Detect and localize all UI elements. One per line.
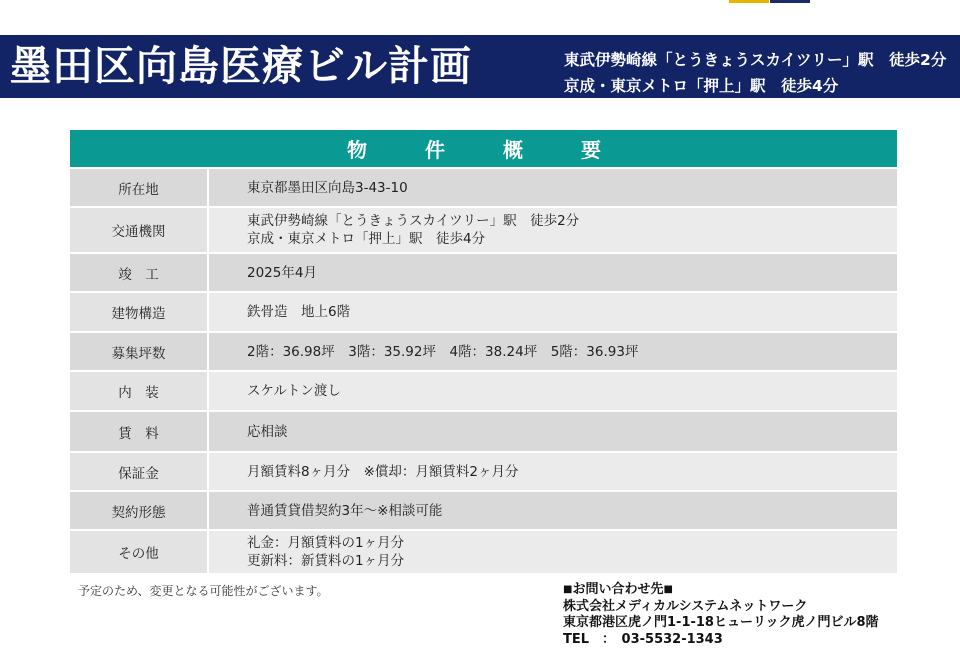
row-value-line: 礼金：月額賃料の1ヶ月分 [247,534,859,552]
row-value [209,412,897,451]
row-value [209,372,897,410]
table-row-address [70,167,897,206]
contact-company: 株式会社メディカルシステムネットワーク [563,599,879,616]
contact-title: お問い合わせ先 [572,582,663,597]
disclaimer-note: 予定のため、変更となる可能性がございます。 [78,582,329,599]
row-value-line: 東武伊勢崎線「とうきょうスカイツリー」駅 徒歩2分 [247,212,859,230]
row-value [209,531,897,573]
row-value-line: 2025年4月 [247,264,859,282]
access-summary [564,47,946,99]
row-value [209,492,897,529]
row-value-line: 更新料：新賃料の1ヶ月分 [247,552,859,570]
table-row-structure [70,291,897,331]
square-bullet-icon: ■ [663,584,672,595]
row-value-line: 普通賃貸借契約3年～※相談可能 [247,502,859,520]
row-value-line: 応相談 [247,423,859,441]
contact-address: 東京都港区虎ノ門1-1-18ヒューリック虎ノ門ビル8階 [563,615,879,632]
accent-bar-yellow [729,0,769,3]
row-label: 建物構造 [70,293,209,331]
table-row-contract [70,490,897,529]
row-label: 所在地 [70,169,209,206]
property-overview-table [70,130,897,573]
table-heading: 物 件 概 要 [70,130,897,167]
access-line: 東武伊勢崎線「とうきょうスカイツリー」駅 徒歩2分 [564,47,946,73]
page-title: 墨田区向島医療ビル計画 [10,39,472,93]
row-value [209,169,897,206]
contact-phone: TEL ： 03-5532-1343 [563,632,879,648]
row-label: 保証金 [70,453,209,490]
row-label: 竣 工 [70,254,209,291]
title-banner [0,35,960,98]
table-row-other [70,529,897,573]
accent-bar-navy [770,0,810,3]
row-label: 交通機関 [70,208,209,252]
table-row-rent [70,410,897,451]
row-value-line: 月額賃料8ヶ月分 ※償却：月額賃料2ヶ月分 [247,463,859,481]
row-label: その他 [70,531,209,573]
row-value-line: 鉄骨造 地上6階 [247,303,859,321]
table-row-deposit [70,451,897,490]
row-label: 内 装 [70,372,209,410]
table-row-floor-area [70,331,897,370]
row-label: 募集坪数 [70,333,209,370]
row-value-line: 東京都墨田区向島3-43-10 [247,179,859,197]
row-value [209,208,897,252]
access-line: 京成・東京メトロ「押上」駅 徒歩4分 [564,73,946,99]
row-value-line: 京成・東京メトロ「押上」駅 徒歩4分 [247,230,859,248]
row-value-line: スケルトン渡し [247,382,859,400]
table-row-completion [70,252,897,291]
contact-block [563,582,879,648]
contact-heading [563,582,879,599]
row-value [209,453,897,490]
square-bullet-icon: ■ [563,584,572,595]
row-value-line: 2階：36.98坪 3階：35.92坪 4階：38.24坪 5階：36.93坪 [247,343,859,361]
row-value [209,293,897,331]
row-label: 賃 料 [70,412,209,451]
row-value [209,333,897,370]
table-row-interior [70,370,897,410]
table-row-transport [70,206,897,252]
row-value [209,254,897,291]
row-label: 契約形態 [70,492,209,529]
